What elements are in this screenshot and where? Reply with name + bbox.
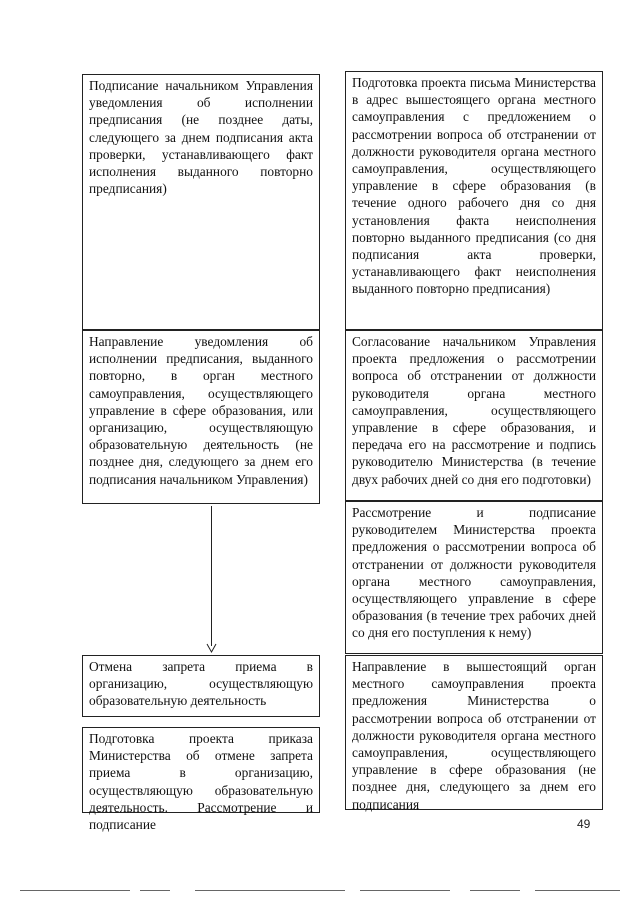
footer-rule — [195, 890, 345, 891]
block-text: Подготовка проекта письма Министерства в адрес вышестоящего органа местного самоуправления с предложением о рассмотрении вопроса об отстранении от должности руководителя органа местного самоуправления, осуществляющего управление в сфере образования (в течение одного рабочего дня со дня установления факта неисполнения повторно выданного предписания (со дня подписания акта проверки, устанавливающего факт неисполнения выданного повторно предписания) — [352, 75, 596, 297]
footer-rule — [140, 890, 170, 891]
flow-arrow-line — [211, 506, 212, 646]
flow-block-notice-sending — [82, 330, 320, 504]
flow-block-letter-draft — [345, 71, 603, 330]
flow-block-approval — [345, 330, 603, 501]
footer-rule — [20, 890, 130, 891]
block-text: Направление уведомления об исполнении предписания, выданного повторно, в орган местного самоуправления, осуществляющего управление в сфере образования, или организацию, осуществляющую образовательную деятельность (не позднее дня, следующего за днем его подписания начальником Управления) — [89, 334, 313, 487]
flow-block-sending-proposal — [345, 655, 603, 810]
flow-block-minister-signing — [345, 501, 603, 654]
block-text: Рассмотрение и подписание руководителем Министерства проекта предложения о рассмотрении вопроса об отстранении от должности руководителя органа местного самоуправления, осуществляющего управление в сфере образования (в течение трех рабочих дней со дня его поступления к нему) — [352, 505, 596, 641]
flow-block-order-draft — [82, 727, 320, 833]
arrow-down-icon — [206, 642, 217, 653]
block-text: Подписание начальником Управления уведомления об исполнении предписания (не позднее даты, следующего за днем подписания акта проверки, устанавливающего факт исполнения выданного повторно предписания) — [89, 78, 313, 197]
footer-rule — [360, 890, 450, 891]
flow-block-ban-cancel — [82, 655, 320, 717]
footer-rule — [535, 890, 620, 891]
block-text: Направление в вышестоящий орган местного самоуправления проекта предложения Министерства о рассмотрении вопроса об отстранении от должности руководителя органа местного самоуправления, осуществляющего управление в сфере образования (не позднее дня, следующего за днем его подписания — [352, 659, 596, 812]
flow-block-notice-signing — [82, 74, 320, 330]
page-number: 49 — [577, 817, 591, 831]
footer-rule — [470, 890, 520, 891]
block-text: Отмена запрета приема в организацию, осуществляющую образовательную деятельность — [89, 659, 313, 709]
block-text: Подготовка проекта приказа Министерства об отмене запрета приема в организацию, осуществляющую образовательную деятельность. Рассмотрение и подписание — [89, 731, 313, 833]
block-text: Согласование начальником Управления проекта предложения о рассмотрении вопроса об отстранении от должности руководителя органа местного самоуправления, осуществляющего управление в сфере образования, и передача его на рассмотрение и подпись руководителю Министерства (в течение двух рабочих дней со дня его подготовки) — [352, 334, 596, 487]
